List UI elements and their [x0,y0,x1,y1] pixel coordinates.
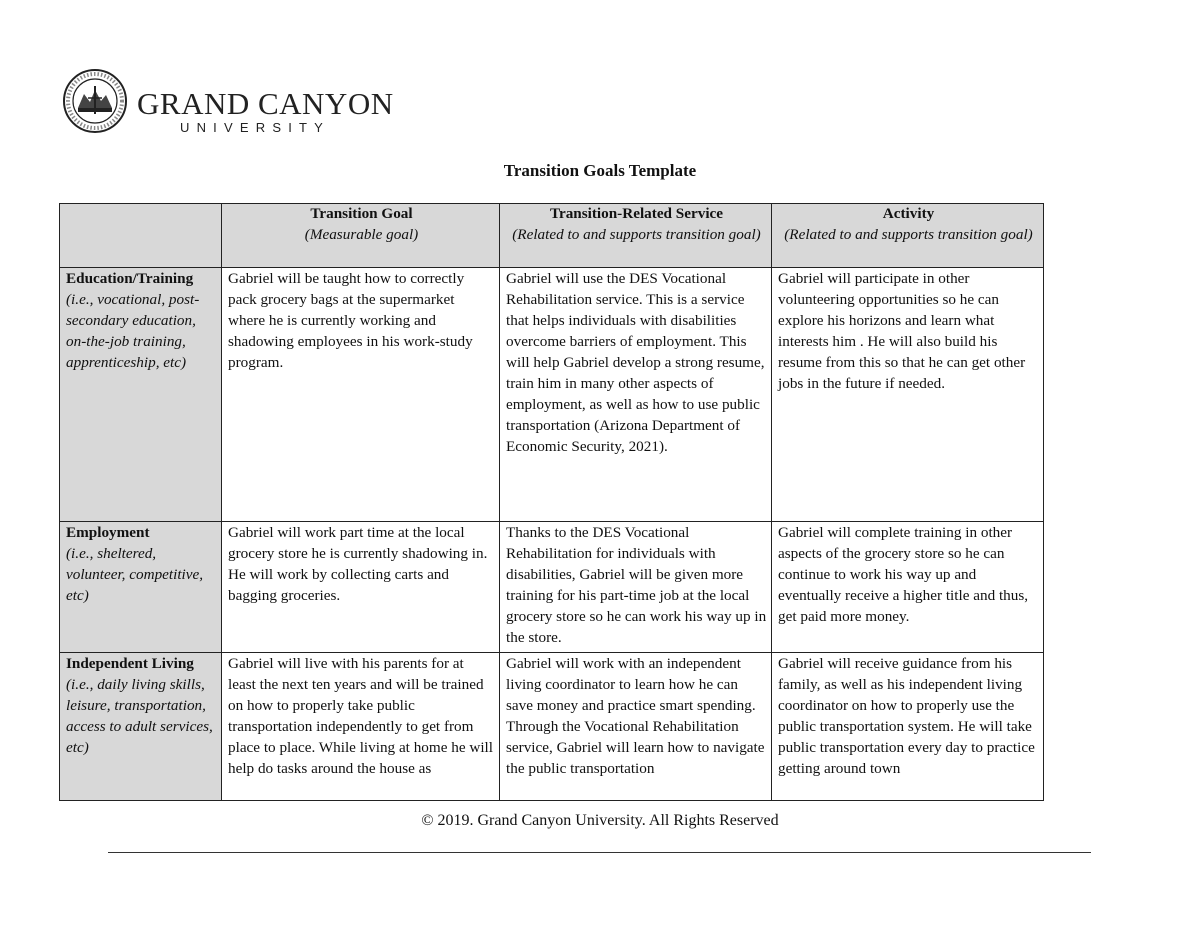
activity-cell: Gabriel will complete training in other aspects of the grocery store so he can continue to work his way up and eventually receive a higher title and thus, get paid more money. [772,522,1044,653]
row-label-note: (i.e., sheltered, volunteer, competitive, etc) [66,545,204,604]
column-title: Transition Goal [310,205,413,222]
row-label-note: (i.e., vocational, post-secondary education, on-the-job training, apprenticeship, etc) [66,291,200,371]
row-label: Education/Training [66,270,194,287]
footer-divider [108,852,1091,853]
logo-line-2: UNIVERSITY [180,120,331,135]
university-wordmark [137,88,394,136]
column-subtitle: (Measurable goal) [304,225,419,243]
transition-goals-table [59,203,1044,801]
table-row [60,268,1044,522]
goal-cell: Gabriel will live with his parents for at least the next ten years and will be trained on how to properly take public transportation independently to get from place to place. While living at home he will help do tasks around the house as [222,653,500,801]
row-label-cell [60,653,222,801]
header-cell-empty [60,204,222,268]
activity-cell: Gabriel will participate in other volunteering opportunities so he can explore his horizons and learn what interests him . He will also build his resume from this so that he can get other jobs in the future if needed. [772,268,1044,522]
row-label-cell [60,522,222,653]
copyright-footer: © 2019. Grand Canyon University. All Rights Reserved [421,812,779,829]
row-label: Independent Living [66,655,194,672]
service-cell: Gabriel will work with an independent living coordinator to learn how he can save money and practice smart spending. Through the Vocational Rehabilitation service, Gabriel will learn how to navigate the public transportation [500,653,772,801]
table-row [60,653,1044,801]
header-cell-activity [772,204,1044,268]
column-subtitle: (Related to and supports transition goal) [784,225,1033,243]
service-cell: Thanks to the DES Vocational Rehabilitation for individuals with disabilities, Gabriel will be given more training for his part-time job at the local grocery store so he can work his way up in the store. [500,522,772,653]
table-row [60,522,1044,653]
header-cell-service [500,204,772,268]
document-title: Transition Goals Template [503,161,697,180]
column-title: Transition-Related Service [549,205,724,222]
header-cell-goal [222,204,500,268]
column-subtitle: (Related to and supports transition goal) [512,225,761,243]
column-title: Activity [882,205,935,222]
goal-cell: Gabriel will work part time at the local grocery store he is currently shadowing in. He will work by collecting carts and bagging groceries. [222,522,500,653]
row-label-cell [60,268,222,522]
university-seal-icon [62,68,128,134]
goal-cell: Gabriel will be taught how to correctly pack grocery bags at the supermarket where he is currently working and shadowing employees in his work-study program. [222,268,500,522]
activity-cell: Gabriel will receive guidance from his family, as well as his independent living coordinator on how to properly use the public transportation system. He will take public transportation every day to practice getting around town [772,653,1044,801]
logo-line-1: GRAND CANYON [137,86,394,121]
service-cell: Gabriel will use the DES Vocational Rehabilitation service. This is a service that helps individuals with disabilities overcome barriers of employment. This will help Gabriel develop a strong resume, train him in many other aspects of employment, as well as how to use public transportation (Arizona Department of Economic Security, 2021). [500,268,772,522]
row-label-note: (i.e., daily living skills, leisure, transportation, access to adult services, etc) [66,676,213,756]
table-header-row [60,204,1044,268]
row-label: Employment [66,524,150,541]
